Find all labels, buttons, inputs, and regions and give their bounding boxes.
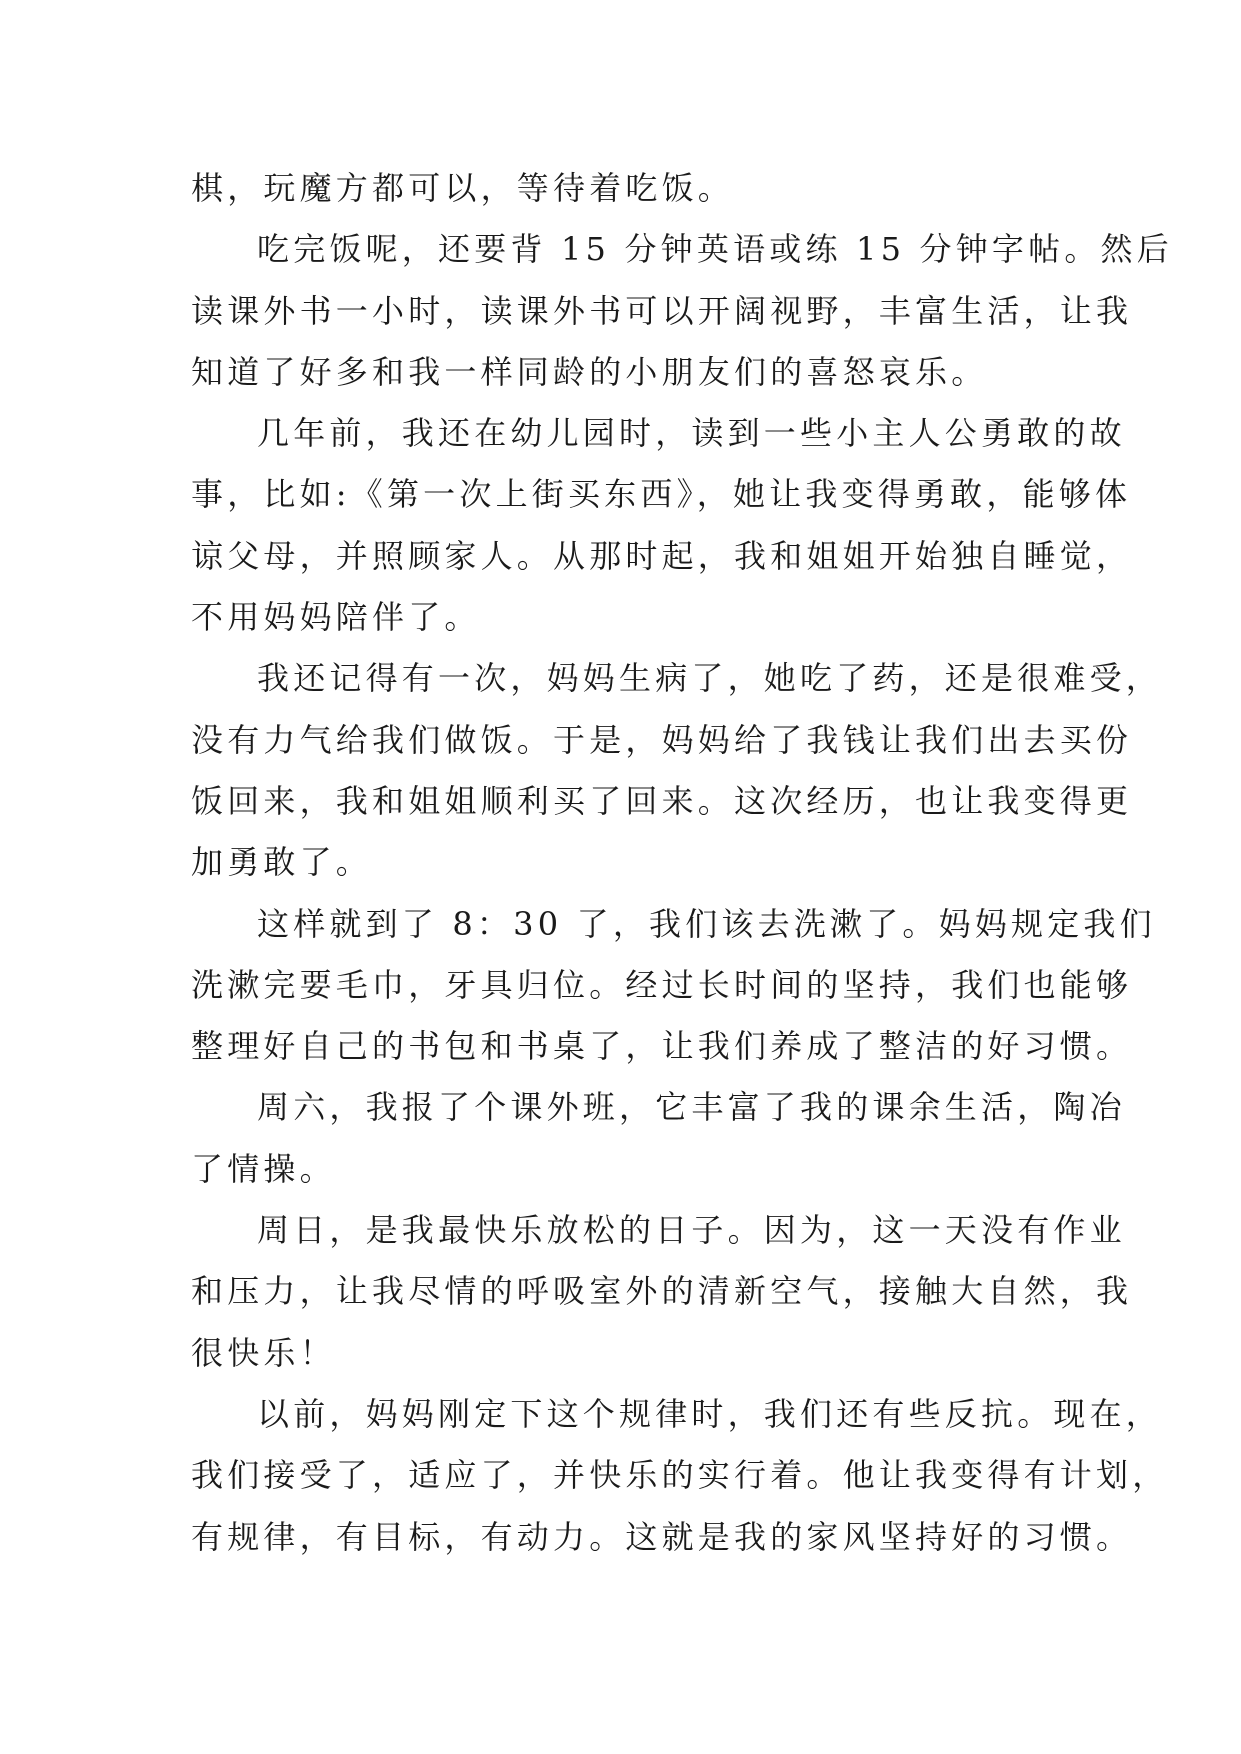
text-line: 周六，我报了个课外班，它丰富了我的课余生活，陶冶: [257, 1088, 1126, 1127]
text-line: 几年前，我还在幼儿园时，读到一些小主人公勇敢的故: [257, 414, 1126, 453]
text-line: 整理好自己的书包和书桌了，让我们养成了整洁的好习惯。: [191, 1027, 1133, 1066]
text-line: 知道了好多和我一样同龄的小朋友们的喜怒哀乐。: [191, 352, 988, 391]
essay-body: [191, 158, 1173, 1568]
text-line: 周日，是我最快乐放松的日子。因为，这一天没有作业: [257, 1211, 1126, 1250]
text-line: 洗漱完要毛巾，牙具归位。经过长时间的坚持，我们也能够: [191, 965, 1133, 1004]
text-line: 有规律，有目标，有动力。这就是我的家风坚持好的习惯。: [191, 1517, 1133, 1556]
text-line: 很快乐！: [191, 1333, 336, 1372]
text-line: 吃完饭呢，还要背 15 分钟英语或练 15 分钟字帖。然后: [257, 230, 1173, 269]
text-line: 以前，妈妈刚定下这个规律时，我们还有些反抗。现在，: [257, 1394, 1163, 1433]
text-line: 了情操。: [191, 1149, 336, 1188]
text-line: 和压力，让我尽情的呼吸室外的清新空气，接触大自然，我: [191, 1272, 1133, 1311]
text-line: 加勇敢了。: [191, 843, 373, 882]
paragraph: [191, 219, 1173, 403]
text-line: 读课外书一小时，读课外书可以开阔视野，丰富生活，让我: [191, 291, 1133, 330]
text-line: 没有力气给我们做饭。于是，妈妈给了我钱让我们出去买份: [191, 720, 1133, 759]
text-line: 棋，玩魔方都可以，等待着吃饭。: [191, 169, 735, 207]
text-line: 谅父母，并照顾家人。从那时起，我和姐姐开始独自睡觉，: [191, 536, 1133, 575]
paragraph: [191, 1384, 1169, 1568]
paragraph: [191, 403, 1133, 648]
text-line: 不用妈妈陪伴了。: [191, 598, 481, 637]
text-line: 这样就到了 8：30 了，我们该去洗漱了。妈妈规定我们: [257, 904, 1156, 943]
text-line: 我还记得有一次，妈妈生病了，她吃了药，还是很难受，: [257, 659, 1163, 698]
paragraph: [191, 648, 1163, 893]
paragraph: [191, 158, 1071, 219]
text-line: 饭回来，我和姐姐顺利买了回来。这次经历，也让我变得更: [191, 781, 1133, 820]
paragraph: [191, 1077, 1126, 1200]
text-line: 事，比如:《第一次上街买东西》，她让我变得勇敢，能够体: [191, 475, 1132, 514]
paragraph: [191, 1200, 1133, 1384]
text-line: 我们接受了，适应了，并快乐的实行着。他让我变得有计划，: [191, 1456, 1169, 1495]
paragraph: [191, 894, 1156, 1078]
